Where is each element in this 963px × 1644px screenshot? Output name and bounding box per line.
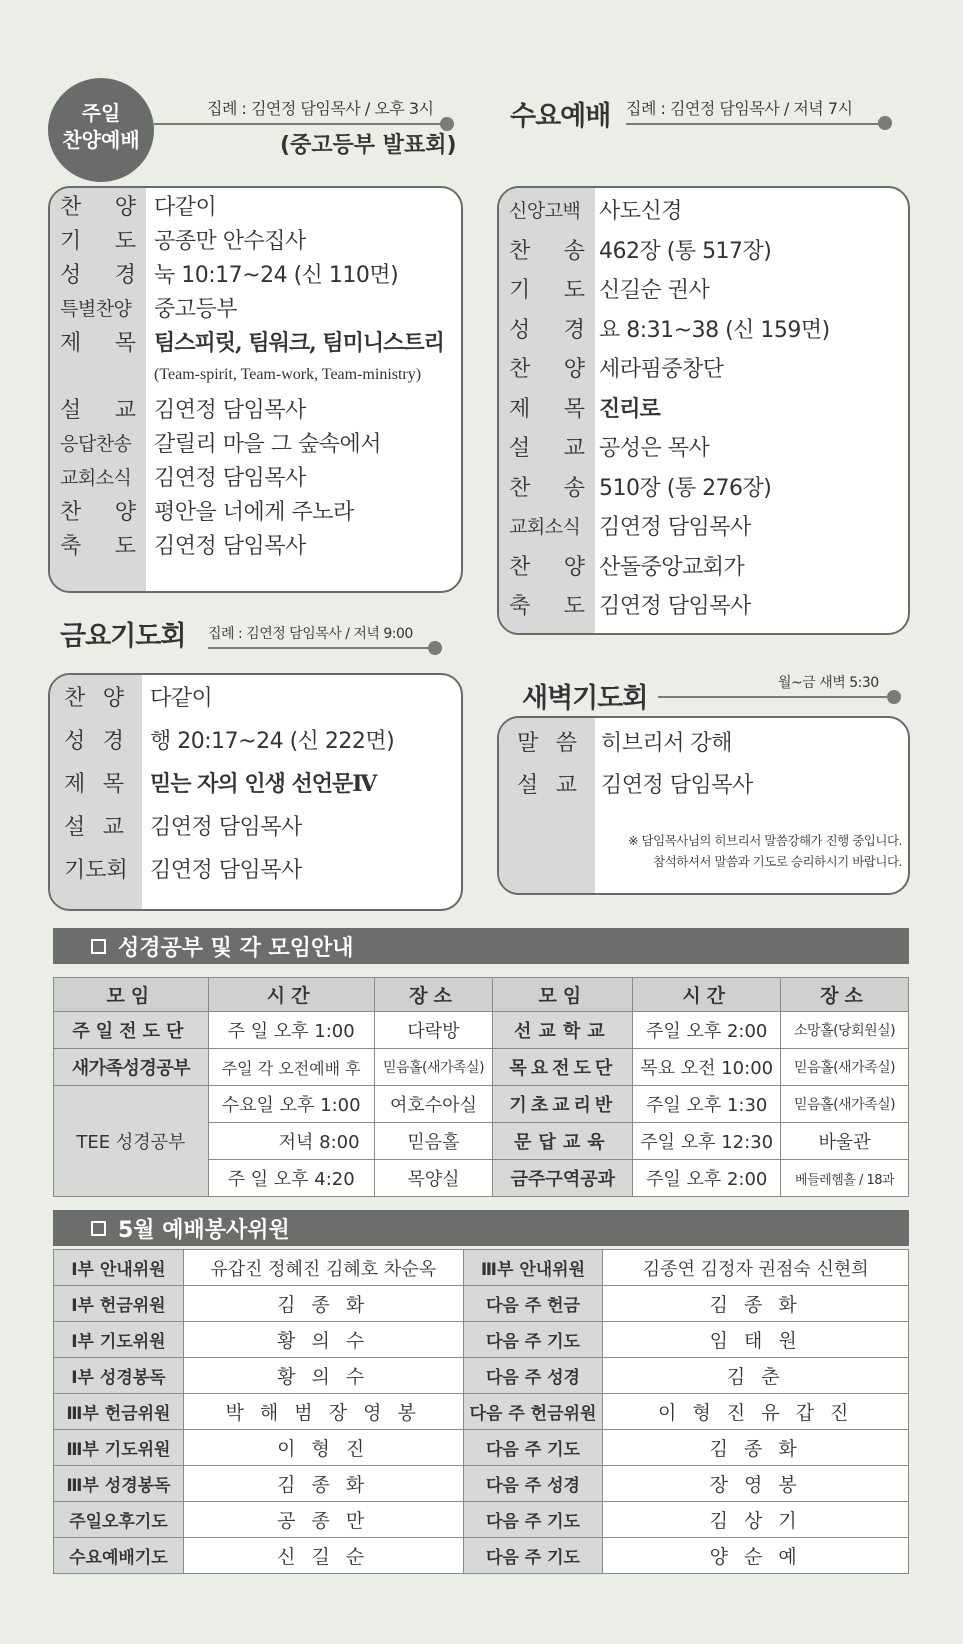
study-time: 주 일 오후 4:20 (208, 1160, 374, 1197)
sunday-program-label: 교회소식 (60, 466, 132, 489)
dawn-program-value: 히브리서 강해 (601, 730, 733, 756)
study-time: 주일 오후 2:00 (633, 1012, 781, 1049)
volunteer-role: Ⅰ부 기도위원 (54, 1322, 184, 1358)
sunday-program-value: 눅 10:17~24 (신 110면) (154, 262, 399, 288)
friday-program-row (50, 804, 461, 847)
friday-program-row (50, 847, 461, 890)
dawn-title: 새벽기도회 (522, 683, 648, 714)
volunteer-role: 주일오후기도 (54, 1502, 184, 1538)
volunteer-names: 임 태 원 (603, 1322, 909, 1358)
wednesday-program-row (499, 585, 908, 624)
friday-program-box (48, 673, 463, 911)
volunteer-role: 다음 주 기도 (463, 1538, 603, 1574)
friday-program-label: 찬 양 (64, 686, 124, 711)
table-row (54, 1286, 909, 1322)
sunday-program-value: 팀스피릿, 팀워크, 팀미니스트리 (154, 329, 444, 356)
table-row (54, 1502, 909, 1538)
wednesday-program-row (499, 427, 908, 466)
volunteer-role: 다음 주 헌금 (463, 1286, 603, 1322)
volunteer-role: Ⅲ부 기도위원 (54, 1430, 184, 1466)
wednesday-program-row (499, 388, 908, 427)
volunteer-names: 장 영 봉 (603, 1466, 909, 1502)
volunteer-role: Ⅰ부 안내위원 (54, 1250, 184, 1286)
study-header-row (54, 978, 909, 1012)
table-row (54, 1394, 909, 1430)
volunteer-names: 김 종 화 (603, 1286, 909, 1322)
study-time: 주일 각 오전예배 후 (208, 1049, 374, 1086)
volunteer-role: 다음 주 성경 (463, 1358, 603, 1394)
volunteer-names: 공 종 만 (183, 1502, 463, 1538)
wednesday-program-label: 설 교 (509, 436, 585, 461)
friday-program-label: 성 경 (64, 729, 124, 754)
study-place: 여호수아실 (374, 1086, 493, 1123)
sunday-program-row (50, 493, 461, 527)
wednesday-program-value: 요 8:31~38 (신 159면) (599, 317, 830, 343)
table-row (54, 1250, 909, 1286)
table-row (54, 1538, 909, 1574)
dawn-program-row (499, 720, 908, 762)
sunday-program-value: (Team-spirit, Team-work, Team-ministry) (154, 366, 422, 383)
study-place: 다락방 (374, 1012, 493, 1049)
friday-program-row (50, 761, 461, 804)
wednesday-program-value: 진리로 (599, 395, 660, 422)
sunday-program-value: 공종만 안수집사 (154, 228, 306, 254)
friday-program-value: 행 20:17~24 (신 222면) (150, 729, 395, 754)
study-header-time: 시간 (633, 978, 781, 1012)
table-row (54, 1322, 909, 1358)
wednesday-program-label: 찬 송 (509, 475, 585, 501)
wednesday-program-label: 찬 양 (509, 554, 585, 580)
wednesday-program-row (499, 269, 908, 308)
volunteer-role: Ⅰ부 성경봉독 (54, 1358, 184, 1394)
sunday-program-label: 제 목 (60, 330, 136, 356)
table-row (54, 1430, 909, 1466)
dawn-header-line (658, 696, 890, 698)
volunteer-role: 다음 주 성경 (463, 1466, 603, 1502)
sunday-program-value: 중고등부 (154, 296, 238, 322)
wednesday-program-box (497, 186, 910, 635)
sunday-header-line (154, 123, 442, 125)
sunday-leader: 집례 : 김연정 담임목사 / 오후 3시 (207, 99, 434, 118)
volunteer-names: 유갑진 정혜진 김혜호 차순옥 (183, 1250, 463, 1286)
volunteers-table (53, 1249, 909, 1574)
study-group: 금주구역공과 (493, 1160, 633, 1197)
study-table (53, 977, 909, 1197)
wednesday-program-label: 찬 송 (509, 238, 585, 264)
sunday-program-row (50, 358, 461, 392)
wednesday-program-row (499, 546, 908, 585)
sunday-program-value: 김연정 담임목사 (154, 465, 306, 491)
square-icon (91, 1221, 106, 1236)
wednesday-leader: 집례 : 김연정 담임목사 / 저녁 7시 (626, 99, 853, 118)
dawn-leader: 월~금 새벽 5:30 (778, 675, 879, 691)
study-group: 목요전도단 (493, 1049, 633, 1086)
dawn-program-label: 말 씀 (517, 730, 577, 756)
volunteer-names: 황 의 수 (183, 1358, 463, 1394)
wednesday-header-line (626, 123, 886, 125)
wednesday-program-row (499, 230, 908, 269)
dawn-header-dot (887, 690, 901, 704)
volunteer-names: 김 종 화 (183, 1466, 463, 1502)
study-header-group: 모임 (54, 978, 209, 1012)
sunday-badge-line1: 주일 (81, 101, 121, 125)
friday-leader: 집례 : 김연정 담임목사 / 저녁 9:00 (208, 626, 413, 642)
friday-title: 금요기도회 (60, 621, 186, 652)
sunday-program-row (50, 290, 461, 324)
wednesday-program-value: 510장 (통 276장) (599, 475, 772, 501)
friday-header-line (208, 647, 433, 649)
study-header-time: 시간 (208, 978, 374, 1012)
dawn-program-row (499, 762, 908, 804)
study-place: 믿음홀(새가족실) (781, 1049, 909, 1086)
friday-program-value: 김연정 담임목사 (150, 815, 302, 840)
volunteer-names: 황 의 수 (183, 1322, 463, 1358)
volunteer-names: 양 순 예 (603, 1538, 909, 1574)
study-time: 주일 오후 1:30 (633, 1086, 781, 1123)
table-row (54, 1466, 909, 1502)
study-place: 믿음홀 (374, 1123, 493, 1160)
volunteer-role: Ⅲ부 헌금위원 (54, 1394, 184, 1430)
sunday-program-label: 설 교 (60, 397, 136, 423)
table-row (54, 1049, 909, 1086)
volunteer-role: Ⅲ부 안내위원 (463, 1250, 603, 1286)
friday-header-dot (428, 641, 442, 655)
friday-program-label: 기도회 (64, 858, 128, 883)
sunday-badge (48, 78, 154, 182)
volunteer-role: 다음 주 기도 (463, 1322, 603, 1358)
square-icon (91, 939, 106, 954)
sunday-program-label: 특별찬양 (60, 297, 132, 320)
wednesday-program-label: 성 경 (509, 317, 585, 343)
wednesday-program-label: 축 도 (509, 594, 585, 619)
friday-program-value: 믿는 자의 인생 선언문Ⅳ (150, 771, 377, 797)
study-group: 새가족성경공부 (54, 1049, 209, 1086)
sunday-program-row (50, 459, 461, 493)
study-header-group: 모임 (493, 978, 633, 1012)
friday-program-row (50, 718, 461, 761)
sunday-program-label: 찬 양 (60, 499, 136, 525)
study-place: 베들레헴홀 / 18과 (781, 1160, 909, 1197)
study-time: 저녁 8:00 (208, 1123, 374, 1160)
wednesday-program-value: 김연정 담임목사 (599, 515, 751, 540)
friday-program-label: 제 목 (64, 772, 124, 797)
volunteers-heading: 5월 예배봉사위원 (118, 1217, 290, 1243)
wednesday-program-value: 산돌중앙교회가 (599, 554, 745, 580)
sunday-program-label: 축 도 (60, 533, 136, 559)
study-header-place: 장소 (374, 978, 493, 1012)
volunteer-names: 이 형 진 유 갑 진 (603, 1394, 909, 1430)
sunday-program-row (50, 324, 461, 358)
volunteer-names: 김 종 화 (183, 1286, 463, 1322)
sunday-program-row (50, 256, 461, 290)
sunday-program-row (50, 391, 461, 425)
sunday-program-row (50, 188, 461, 222)
volunteer-role: 다음 주 기도 (463, 1430, 603, 1466)
study-place: 소망홀(당회원실) (781, 1012, 909, 1049)
sunday-program-value: 갈릴리 마을 그 숲속에서 (154, 431, 382, 457)
study-group: 선교학교 (493, 1012, 633, 1049)
sunday-program-label: 성 경 (60, 262, 136, 288)
friday-program-value: 다같이 (150, 686, 213, 711)
sunday-program-label: 찬 양 (60, 194, 136, 220)
study-heading-bar (53, 928, 909, 964)
table-row (54, 1086, 909, 1123)
dawn-note-line2: 참석하셔서 말씀과 기도로 승리하시기 바랍니다. (653, 854, 902, 869)
wednesday-program-row (499, 190, 908, 229)
wednesday-program-label: 신앙고백 (509, 200, 581, 222)
wednesday-program-label: 제 목 (509, 396, 585, 422)
study-group: TEE 성경공부 (54, 1086, 209, 1197)
friday-program-value: 김연정 담임목사 (150, 858, 302, 883)
dawn-program-value: 김연정 담임목사 (601, 772, 753, 798)
study-time: 수요일 오후 1:00 (208, 1086, 374, 1123)
wednesday-program-value: 사도신경 (599, 199, 683, 224)
friday-program-label: 설 교 (64, 815, 124, 840)
wednesday-program-row (499, 348, 908, 387)
volunteer-role: 수요예배기도 (54, 1538, 184, 1574)
sunday-program-row (50, 527, 461, 561)
friday-program-row (50, 675, 461, 718)
study-time: 목요 오전 10:00 (633, 1049, 781, 1086)
wednesday-program-value: 김연정 담임목사 (599, 594, 751, 619)
sunday-program-label: 기 도 (60, 228, 136, 254)
wednesday-program-value: 공성은 목사 (599, 436, 710, 461)
dawn-note-line1: ※ 담임목사님의 히브리서 말씀강해가 진행 중입니다. (628, 833, 902, 848)
wednesday-program-row (499, 309, 908, 348)
volunteer-names: 이 형 진 (183, 1430, 463, 1466)
sunday-badge-line2: 찬양예배 (62, 128, 140, 152)
dawn-program-box (497, 716, 910, 895)
wednesday-program-label: 찬 양 (509, 357, 585, 382)
volunteer-role: 다음 주 기도 (463, 1502, 603, 1538)
volunteer-role: Ⅲ부 성경봉독 (54, 1466, 184, 1502)
sunday-program-value: 김연정 담임목사 (154, 397, 306, 423)
study-time: 주 일 오후 1:00 (208, 1012, 374, 1049)
table-row (54, 1358, 909, 1394)
study-place: 믿음홀(새가족실) (781, 1086, 909, 1123)
study-time: 주일 오후 12:30 (633, 1123, 781, 1160)
study-group: 주일전도단 (54, 1012, 209, 1049)
table-row (54, 1012, 909, 1049)
sunday-program-value: 평안을 너에게 주노라 (154, 499, 354, 525)
volunteer-names: 박 해 범 장 영 봉 (183, 1394, 463, 1430)
sunday-program-label: 응답찬송 (60, 432, 132, 455)
volunteer-role: 다음 주 헌금위원 (463, 1394, 603, 1430)
study-heading: 성경공부 및 각 모임안내 (118, 935, 354, 961)
sunday-program-box (48, 186, 463, 593)
wednesday-program-row (499, 506, 908, 545)
study-header-place: 장소 (781, 978, 909, 1012)
wednesday-program-label: 교회소식 (509, 516, 581, 538)
volunteer-names: 김 종 화 (603, 1430, 909, 1466)
sunday-program-value: 김연정 담임목사 (154, 533, 306, 559)
wednesday-header-dot (878, 116, 892, 130)
sunday-program-value: 다같이 (154, 194, 217, 220)
sunday-note: (중고등부 발표회) (280, 133, 457, 158)
volunteer-names: 김 상 기 (603, 1502, 909, 1538)
wednesday-program-label: 기 도 (509, 278, 585, 303)
wednesday-program-value: 신길순 권사 (599, 278, 710, 303)
study-group: 문답교육 (493, 1123, 633, 1160)
volunteer-names: 신 길 순 (183, 1538, 463, 1574)
volunteer-role: Ⅰ부 헌금위원 (54, 1286, 184, 1322)
dawn-program-label: 설 교 (517, 772, 577, 798)
volunteer-names: 김종연 김정자 권점숙 신현희 (603, 1250, 909, 1286)
study-place: 목양실 (374, 1160, 493, 1197)
wednesday-program-value: 세라핌중창단 (599, 357, 724, 382)
dawn-note (602, 830, 902, 872)
study-place: 바울관 (781, 1123, 909, 1160)
study-group: 기초교리반 (493, 1086, 633, 1123)
wednesday-program-row (499, 467, 908, 506)
wednesday-title: 수요예배 (510, 101, 611, 132)
sunday-program-row (50, 222, 461, 256)
volunteer-names: 김 춘 (603, 1358, 909, 1394)
wednesday-program-value: 462장 (통 517장) (599, 238, 772, 264)
volunteers-heading-bar (53, 1210, 909, 1246)
sunday-program-row (50, 425, 461, 459)
study-time: 주일 오후 2:00 (633, 1160, 781, 1197)
study-place: 믿음홀(새가족실) (374, 1049, 493, 1086)
